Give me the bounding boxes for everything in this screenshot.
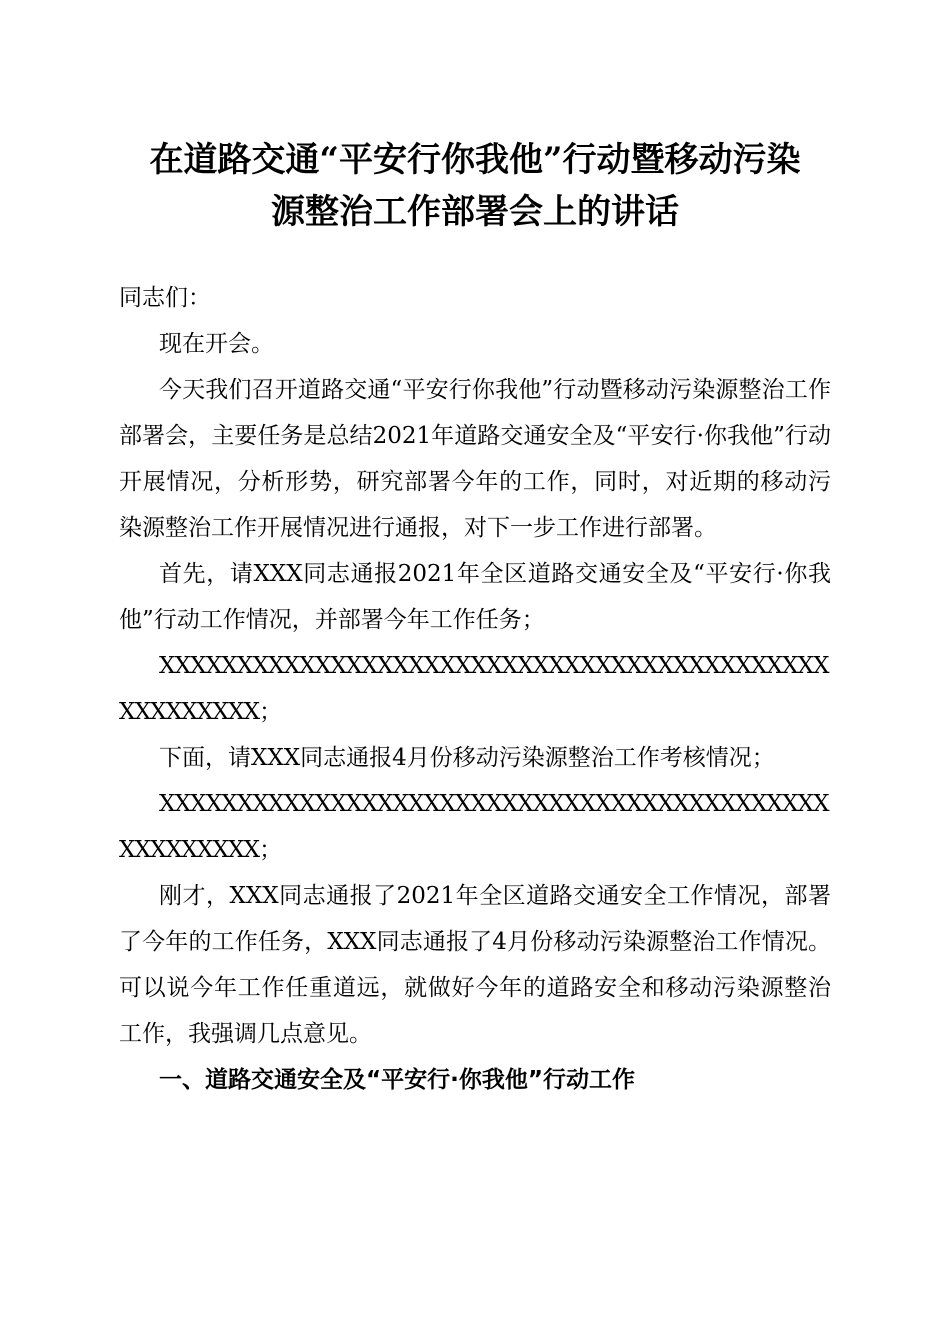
section-heading: 一、道路交通安全及“平安行·你我他”行动工作	[159, 1067, 635, 1093]
paragraph-first-report: 首先，请XXX同志通报2021年全区道路交通安全及“平安行·你我他”行动工作情况，并部署今年工作任务；	[119, 561, 831, 633]
placeholder-line-1: XXXXXXXXXXXXXXXXXXXXXXXXXXXXXXXXXXXXXXXXXXXXXXXXXXXX；	[119, 653, 829, 725]
title-line-2: 源整治工作部署会上的讲话	[271, 192, 679, 232]
paragraph-opening: 现在开会。	[159, 331, 274, 357]
paragraph-second-report: 下面，请XXX同志通报4月份移动污染源整治工作考核情况；	[159, 745, 775, 771]
speech-body	[119, 275, 831, 1103]
salutation: 同志们：	[119, 285, 211, 311]
title-line-1: 在道路交通“平安行你我他”行动暨移动污染	[149, 140, 801, 180]
paragraph-summary: 刚才，XXX同志通报了2021年全区道路交通安全工作情况，部署了今年的工作任务，XXX同志通报了4月份移动污染源整治工作情况。可以说今年工作任重道远，就做好今年的道路安全和移动污染源整治工作，我强调几点意见。	[119, 883, 831, 1047]
paragraph-purpose: 今天我们召开道路交通“平安行你我他”行动暨移动污染源整治工作部署会，主要任务是总结2021年道路交通安全及“平安行·你我他”行动开展情况，分析形势，研究部署今年的工作，同时，对近期的移动污染源整治工作开展情况进行通报，对下一步工作进行部署。	[119, 377, 831, 541]
placeholder-line-2: XXXXXXXXXXXXXXXXXXXXXXXXXXXXXXXXXXXXXXXXXXXXXXXXXXXX；	[119, 791, 829, 863]
speech-title	[100, 134, 850, 238]
